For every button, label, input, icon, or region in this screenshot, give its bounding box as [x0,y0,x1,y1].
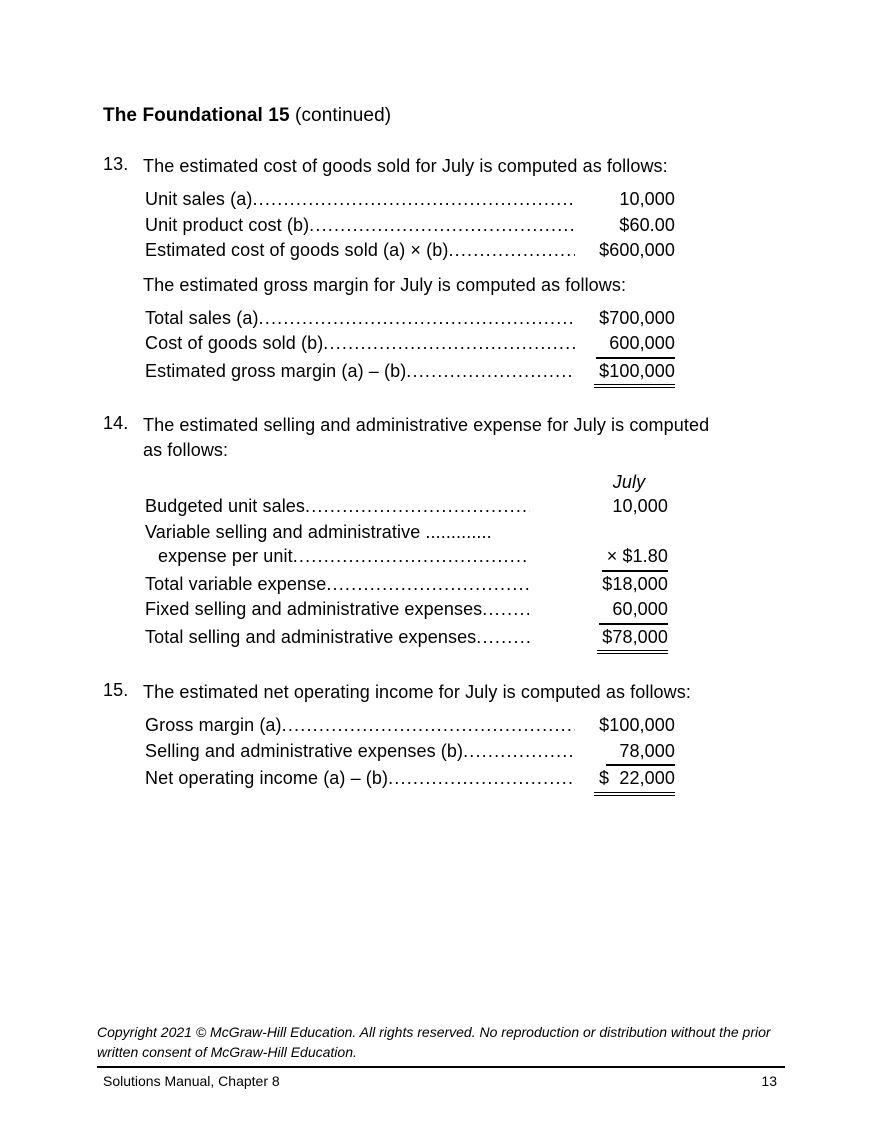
row-label: Unit product cost (b) [145,214,310,235]
row-value: 10,000 [619,189,675,210]
row-value-cell [575,359,675,388]
table-row [145,187,675,212]
gross-margin-table [145,306,675,388]
cogs-table [145,187,675,263]
table-row [145,238,675,263]
table-row [145,359,675,388]
item-14-heading [103,413,720,462]
dot-leader [463,739,575,763]
page-title-bold: The Foundational 15 [103,105,290,126]
table-row [145,544,668,571]
row-value: $600,000 [599,240,675,261]
row-label: expense per unit [158,546,293,567]
row-value: $78,000 [597,625,668,654]
table-header-row [145,470,668,494]
row-value: $ 22,000 [594,766,675,795]
row-value-cell [575,187,675,212]
dot-leader [482,597,530,621]
dot-leader [309,213,575,237]
item-14-intro [143,413,709,462]
row-label: Variable selling and administrative ............. [145,521,492,542]
row-value-cell [575,766,675,795]
dot-leader [323,331,575,355]
table-row [145,625,668,654]
row-value: $60.00 [619,214,675,235]
dot-leader [282,713,575,737]
row-value-cell [575,331,675,358]
item-14-intro-line2: as follows: [143,439,229,460]
row-value-cell [530,572,668,597]
table-row [145,213,675,238]
item-14-intro-line1: The estimated selling and administrative expense for July is computed [143,415,710,436]
row-value: $100,000 [594,359,675,388]
row-value: 78,000 [606,739,675,766]
row-value-cell [530,494,668,519]
footer-divider [97,1066,785,1068]
row-value-cell [575,306,675,331]
row-label: Cost of goods sold (b) [145,333,324,354]
row-label: Selling and administrative expenses (b) [145,740,464,761]
row-value: × $1.80 [602,544,668,571]
row-value-cell [575,739,675,766]
table-row [145,713,675,738]
table-row [145,739,675,766]
section-15 [103,680,720,796]
table-row [145,572,668,597]
row-value: 60,000 [599,597,668,624]
row-label: Fixed selling and administrative expenses [145,599,483,620]
dot-leader [476,625,530,649]
dot-leader [448,238,575,262]
page-footer [97,1022,813,1089]
row-label: Total variable expense [145,573,327,594]
table-row [145,494,668,519]
dot-leader [252,187,575,211]
sga-expense-table [145,470,668,654]
dot-leader [406,359,575,383]
row-value-cell [530,597,668,624]
item-14-number: 14. [103,413,129,434]
row-label: Estimated gross margin (a) – (b) [145,360,407,381]
section-14 [103,413,720,654]
row-value: 600,000 [596,331,675,358]
item-15-intro: The estimated net operating income for July is computed as follows: [143,681,691,702]
dot-leader [388,766,575,790]
row-value-cell [575,213,675,238]
table-row [145,520,668,544]
dot-leader [259,306,575,330]
table-row [145,306,675,331]
row-label: Unit sales (a) [145,189,253,210]
item-15-heading [103,680,720,704]
page-title [103,104,720,128]
row-label: Total sales (a) [145,308,259,329]
gross-margin-intro: The estimated gross margin for July is computed as follows: [143,274,627,295]
dot-leader [293,544,530,568]
row-label: Net operating income (a) – (b) [145,768,389,789]
manual-chapter-label: Solutions Manual, Chapter 8 [103,1073,280,1089]
row-label: Total selling and administrative expenses [145,626,477,647]
row-label: Estimated cost of goods sold (a) × (b) [145,240,449,261]
row-value: 10,000 [612,496,668,517]
page-title-continued: (continued) [289,105,392,126]
copyright-line-2: written consent of McGraw-Hill Education. [97,1044,357,1060]
page-number: 13 [761,1073,777,1089]
net-operating-income-table [145,713,675,795]
row-value-cell [575,713,675,738]
row-value: $100,000 [599,715,675,736]
table-row [145,766,675,795]
row-label: Budgeted unit sales [145,496,306,517]
row-value: $18,000 [602,573,668,594]
dot-leader [305,494,530,518]
footer-line [97,1073,785,1089]
row-value-cell [575,238,675,263]
section-13 [103,154,720,388]
row-value-cell [530,544,668,571]
item-13-number: 13. [103,154,129,174]
row-value: $700,000 [599,308,675,329]
item-13-heading [103,154,720,178]
item-13-intro: The estimated cost of goods sold for July is computed as follows: [143,156,668,176]
copyright-line-1: Copyright 2021 © McGraw-Hill Education. All rights reserved. No reproduction or distribution without the prior [97,1024,771,1040]
row-value-cell [530,625,668,654]
column-header-july: July [612,472,646,493]
row-label: Gross margin (a) [145,715,282,736]
table-row [145,331,675,358]
table-row [145,597,668,624]
item-15-number: 15. [103,679,129,700]
dot-leader [326,572,530,596]
